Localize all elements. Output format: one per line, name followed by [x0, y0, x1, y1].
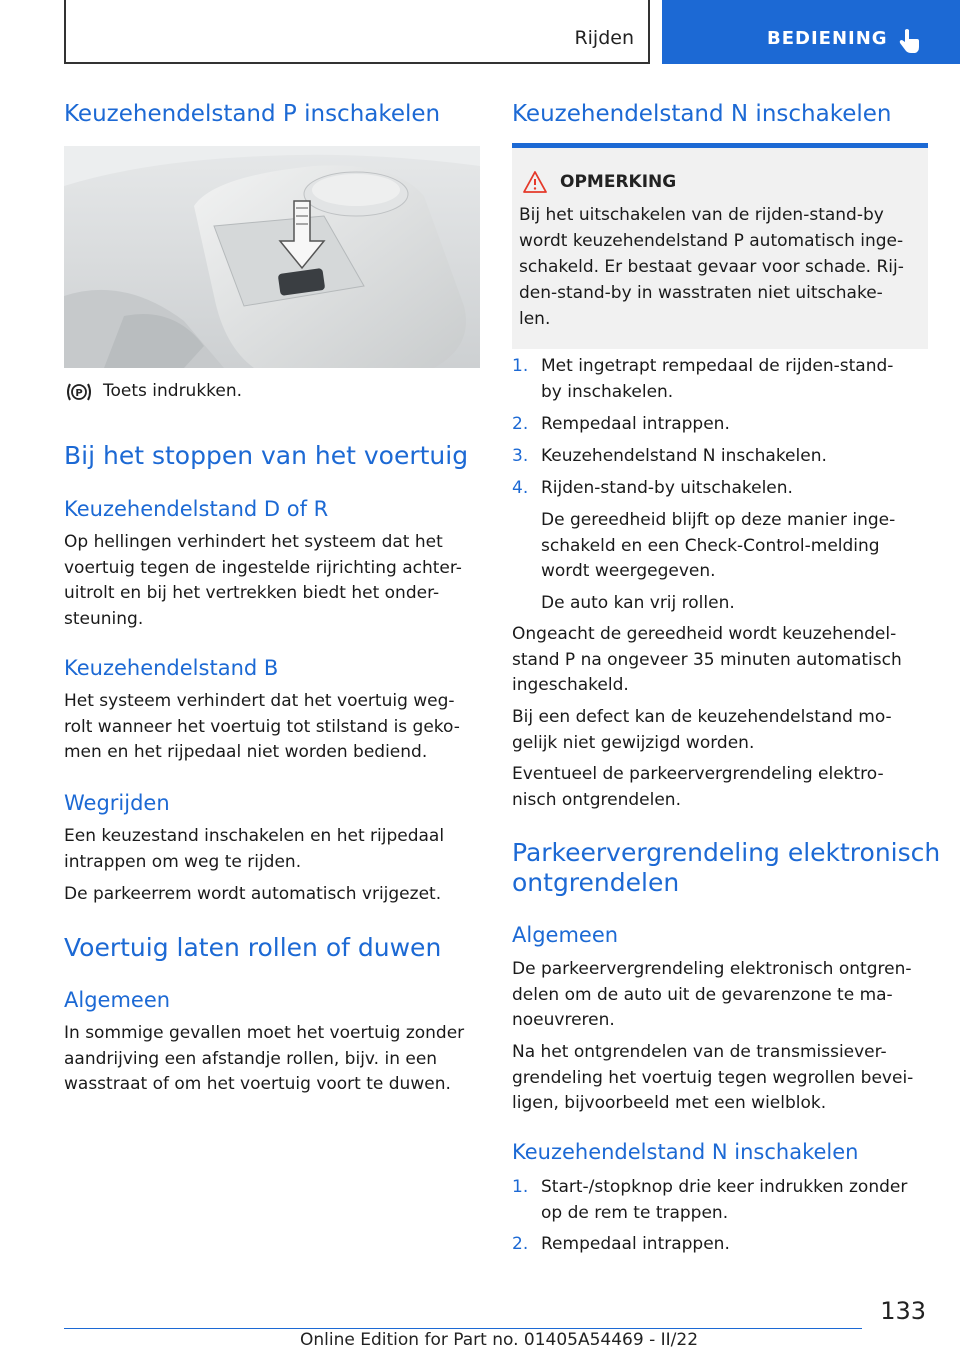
step-text: Rijden-stand-by uitschakelen.	[541, 478, 793, 498]
step-number: 2.	[512, 414, 529, 434]
step-text: Start-/stopknop drie keer indrukken zonder op de rem te trappen.	[541, 1177, 908, 1223]
step-text: Met ingetrapt rempedaal de rijden-stand- by inschakelen.	[541, 356, 894, 402]
header-chapter-tab	[662, 0, 960, 64]
step-text: Keuzehendelstand N inschakelen.	[541, 446, 827, 466]
step-4-detail: De gereedheid blijft op deze manier inge- schakeld en een Check-Control-melding wordt weergegeven.	[541, 510, 896, 582]
header-section: Rijden	[574, 27, 634, 49]
heading-algemeen-left: Algemeen	[64, 988, 171, 1012]
gear-selector-photo	[64, 146, 480, 368]
warning-icon	[522, 170, 548, 194]
step-text: Rempedaal intrappen.	[541, 1234, 730, 1254]
heading-wegrijden: Wegrijden	[64, 791, 170, 815]
heading-n-inschakelen: Keuzehendelstand N inschakelen	[512, 101, 892, 127]
page-number: 133	[880, 1297, 926, 1325]
note-box	[512, 148, 928, 349]
step-text: Rempedaal intrappen.	[541, 414, 730, 434]
console-illustration	[64, 146, 480, 368]
heading-n-inschakelen-2: Keuzehendelstand N inschakelen	[512, 1140, 859, 1164]
step-number: 4.	[512, 478, 529, 498]
footer-rule	[64, 1328, 862, 1329]
paragraph-defect: Bij een defect kan de keuzehendelstand mo- gelijk niet gewijzigd worden.	[512, 707, 892, 753]
svg-text:P: P	[75, 388, 83, 399]
paragraph-ongeacht: Ongeacht de gereedheid wordt keuzehendel- stand P na ongeveer 35 minuten automatisch ingeschakeld.	[512, 624, 902, 696]
paragraph-parkeerrem: De parkeerrem wordt automatisch vrijgezet.	[64, 884, 442, 904]
paragraph-wegrijden: Een keuzestand inschakelen en het rijpedaal intrappen om weg te rijden.	[64, 826, 445, 872]
header-left-box	[64, 0, 650, 64]
note-title: OPMERKING	[560, 172, 677, 192]
step-number: 3.	[512, 446, 529, 466]
note-body: Bij het uitschakelen van de rijden-stand-by wordt keuzehendelstand P automatisch inge- schakeld. Er bestaat gevaar voor schade. Rij- den-stand-by in wasstraten niet uitschake- len.	[519, 205, 904, 329]
paragraph-d-of-r: Op hellingen verhindert het systeem dat het voertuig tegen de ingestelde rijrichting achter- uitrolt en bij het vertrekken biedt het onder- steuning.	[64, 532, 462, 629]
paragraph-algemeen-right-1: De parkeervergrendeling elektronisch ontgren- delen om de auto uit de gevarenzone te ma- noeuvreren.	[512, 959, 912, 1031]
hand-pointer-icon	[898, 28, 920, 54]
paragraph-eventueel: Eventueel de parkeervergrendeling elektro- nisch ontgrendelen.	[512, 764, 884, 810]
heading-parkeervergrendeling: Parkeervergrendeling elektronisch ontgrendelen	[512, 838, 941, 897]
caption-toets: Toets indrukken.	[103, 381, 243, 401]
heading-stoppen: Bij het stoppen van het voertuig	[64, 441, 469, 470]
header-chapter: BEDIENING	[767, 28, 888, 49]
step-number: 1.	[512, 356, 529, 376]
step-4-detail-2: De auto kan vrij rollen.	[541, 593, 735, 613]
parking-button-icon	[64, 380, 94, 404]
heading-algemeen-right: Algemeen	[512, 923, 619, 947]
paragraph-b: Het systeem verhindert dat het voertuig weg- rolt wanneer het voertuig tot stilstand is geko- men en het rijpedaal niet worden bediend.	[64, 691, 460, 763]
step-number: 1.	[512, 1177, 529, 1197]
heading-rollen: Voertuig laten rollen of duwen	[64, 933, 442, 962]
paragraph-algemeen-right-2: Na het ontgrendelen van de transmissiever- grendeling het voertuig tegen wegrollen bevei- ligen, bijvoorbeeld met een wielblok.	[512, 1042, 914, 1114]
heading-p-inschakelen: Keuzehendelstand P inschakelen	[64, 101, 441, 127]
heading-d-of-r: Keuzehendelstand D of R	[64, 497, 329, 521]
footer-edition: Online Edition for Part no. 01405A54469 - II/22	[300, 1330, 699, 1350]
heading-b: Keuzehendelstand B	[64, 656, 279, 680]
paragraph-algemeen-left: In sommige gevallen moet het voertuig zonder aandrijving een afstandje rollen, bijv. in een wasstraat of om het voertuig voort te duwen.	[64, 1023, 465, 1095]
step-number: 2.	[512, 1234, 529, 1254]
